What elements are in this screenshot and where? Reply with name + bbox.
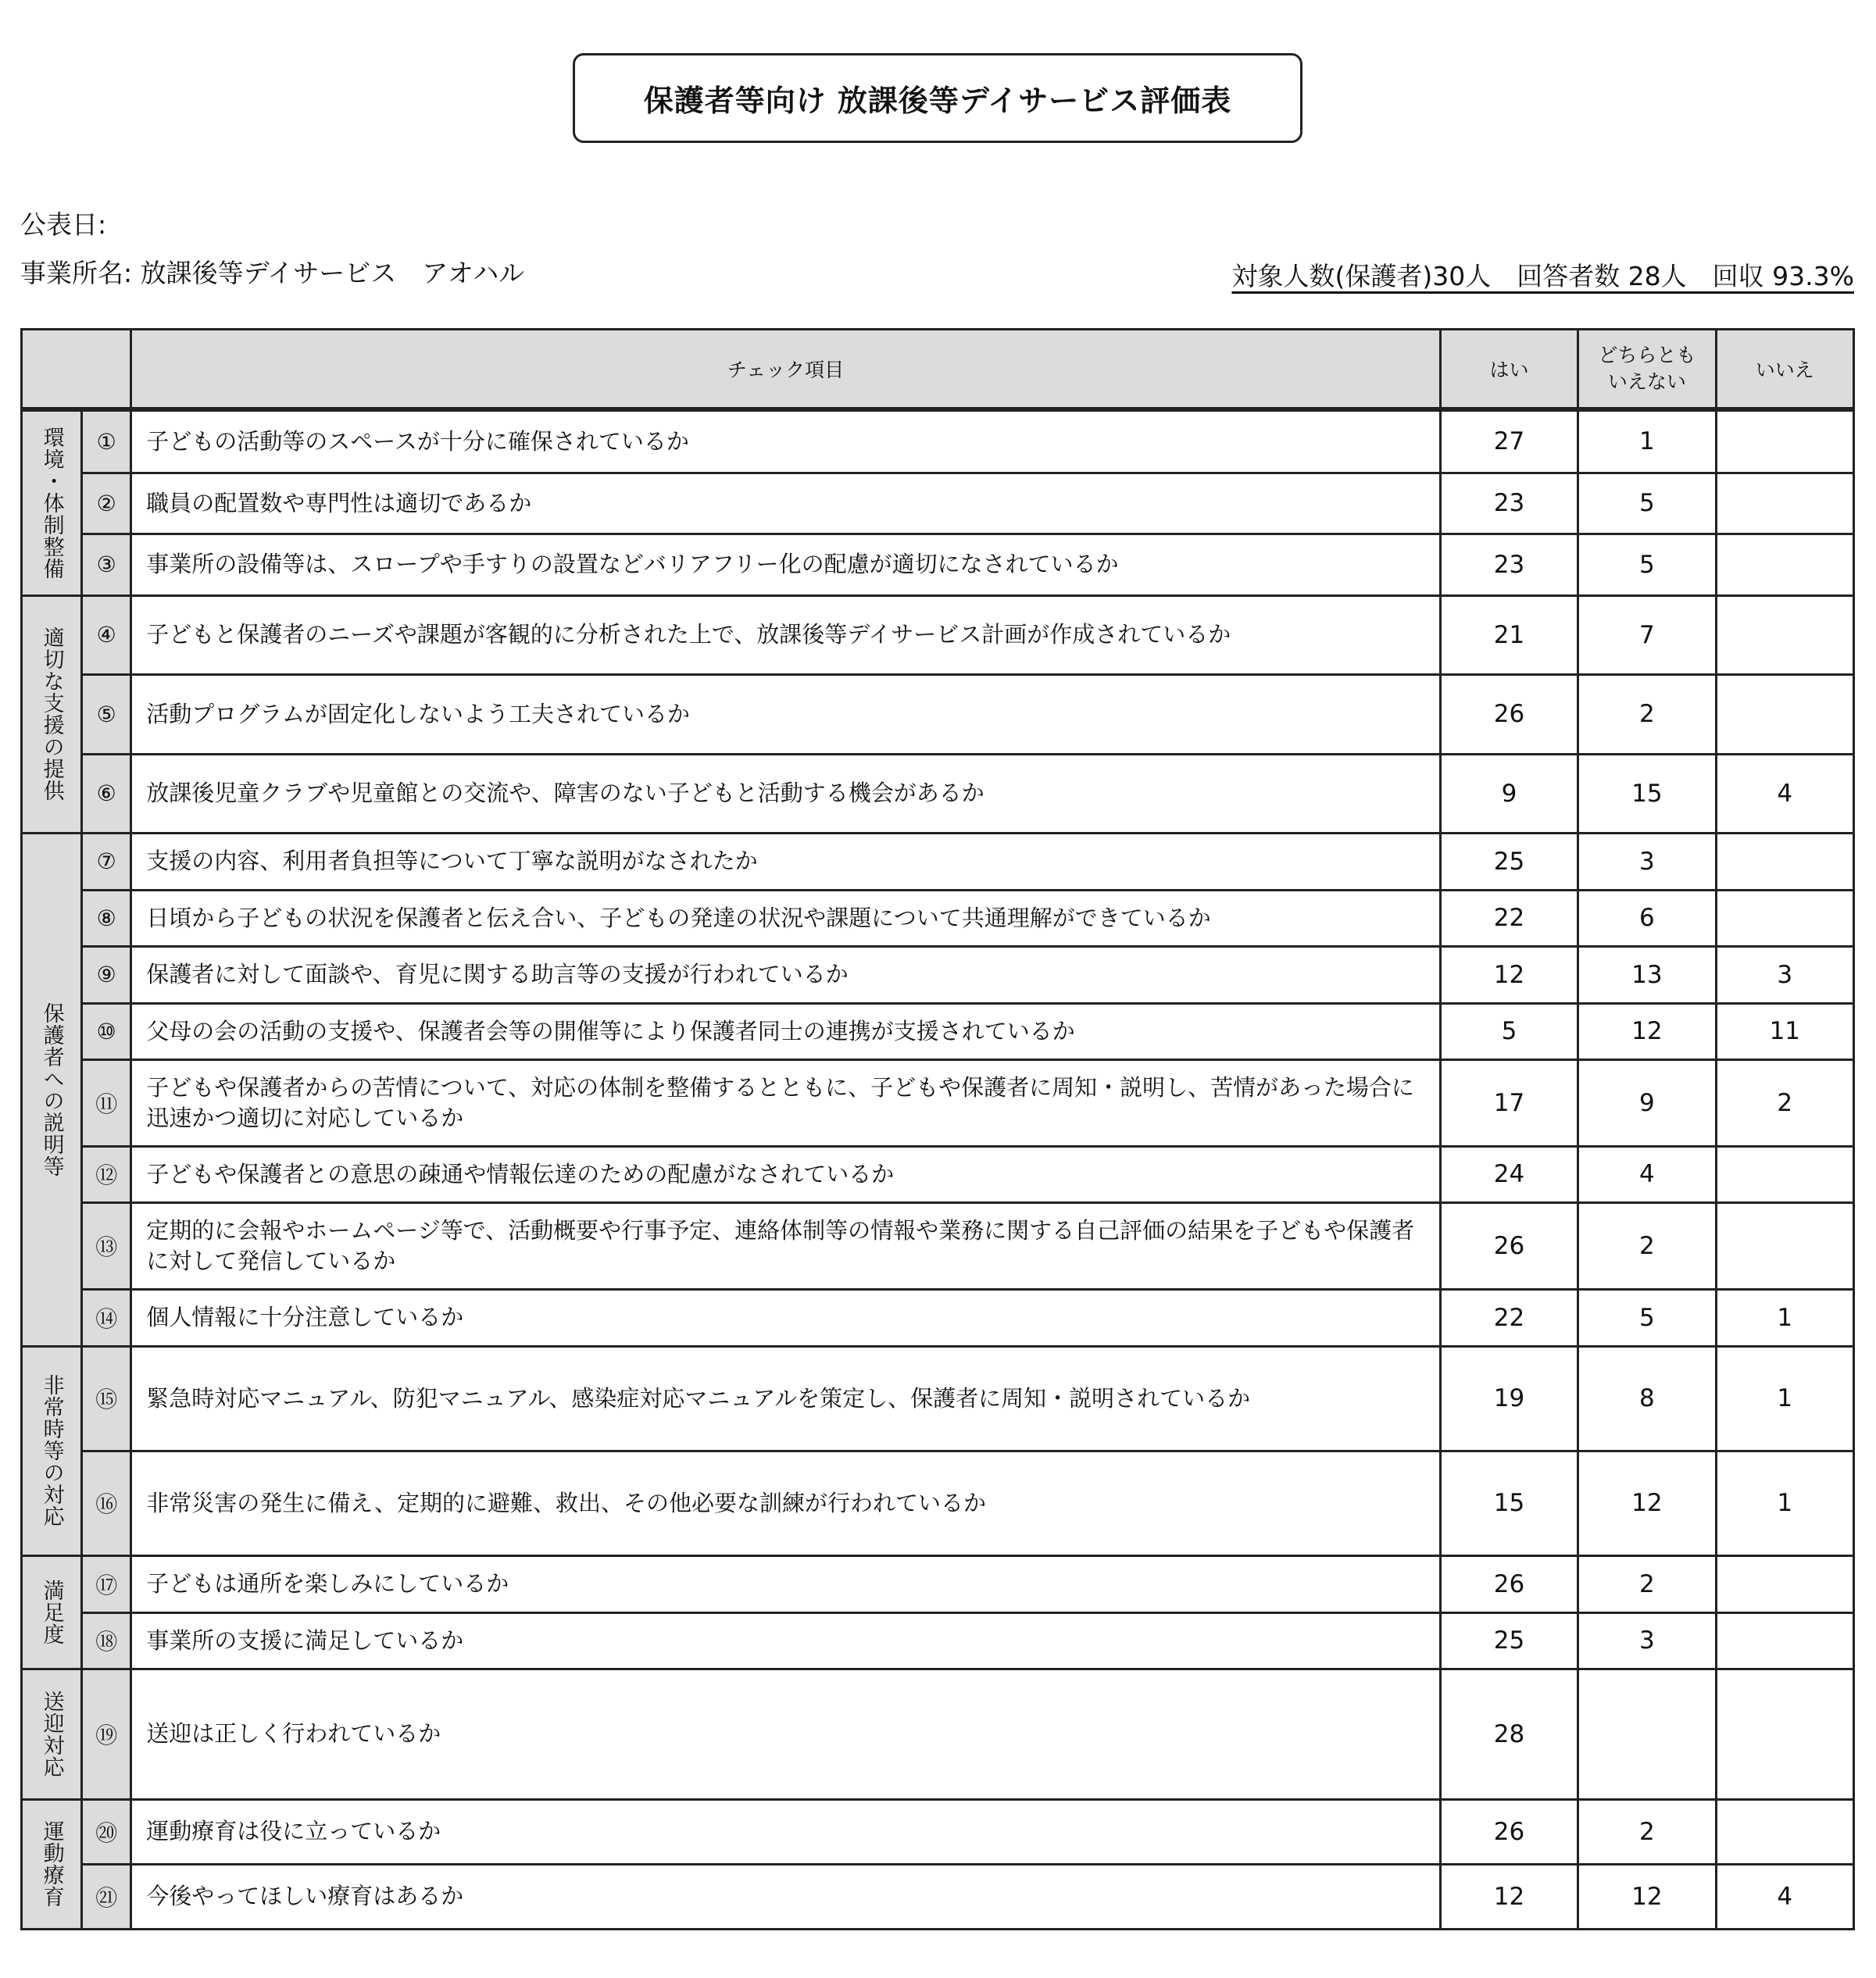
table-row bbox=[22, 1346, 1854, 1451]
row-yes-count: 15 bbox=[1440, 1451, 1578, 1555]
row-yes-count: 26 bbox=[1440, 1799, 1578, 1864]
row-check-item: 子どもや保護者からの苦情について、対応の体制を整備するとともに、子どもや保護者に周知・説明し、苦情があった場合に迅速かつ適切に対応しているか bbox=[131, 1059, 1441, 1146]
row-yes-count: 24 bbox=[1440, 1146, 1578, 1202]
category-explanation: 保護者への説明等 bbox=[22, 833, 82, 1346]
row-neutral-count: 3 bbox=[1578, 833, 1716, 890]
row-check-item: 支援の内容、利用者負担等について丁寧な説明がなされたか bbox=[131, 833, 1441, 890]
row-neutral-count: 12 bbox=[1578, 1003, 1716, 1059]
row-check-item: 今後やってほしい療育はあるか bbox=[131, 1864, 1441, 1929]
table-row bbox=[22, 1003, 1854, 1059]
header-neutral bbox=[1578, 330, 1716, 410]
row-no-count bbox=[1716, 1146, 1853, 1202]
table-row bbox=[22, 1799, 1854, 1864]
header-check-item: チェック項目 bbox=[131, 330, 1441, 410]
row-number: ⑯ bbox=[82, 1451, 131, 1555]
row-check-item: 運動療育は役に立っているか bbox=[131, 1799, 1441, 1864]
row-no-count bbox=[1716, 1799, 1853, 1864]
table-row bbox=[22, 409, 1854, 473]
row-number: ⑭ bbox=[82, 1289, 131, 1346]
row-neutral-count: 9 bbox=[1578, 1059, 1716, 1146]
row-check-item: 緊急時対応マニュアル、防犯マニュアル、感染症対応マニュアルを策定し、保護者に周知・説明されているか bbox=[131, 1346, 1441, 1451]
row-neutral-count: 5 bbox=[1578, 534, 1716, 595]
row-no-count: 11 bbox=[1716, 1003, 1853, 1059]
table-row bbox=[22, 534, 1854, 595]
row-no-count bbox=[1716, 833, 1853, 890]
row-yes-count: 26 bbox=[1440, 1202, 1578, 1289]
table-row bbox=[22, 890, 1854, 946]
header-neutral-line2: いえない bbox=[1607, 370, 1686, 393]
row-neutral-count: 13 bbox=[1578, 946, 1716, 1003]
table-row bbox=[22, 1669, 1854, 1799]
row-number: ⑨ bbox=[82, 946, 131, 1003]
row-yes-count: 25 bbox=[1440, 1612, 1578, 1669]
row-number: ⑳ bbox=[82, 1799, 131, 1864]
row-yes-count: 26 bbox=[1440, 674, 1578, 754]
row-check-item: 職員の配置数や専門性は適切であるか bbox=[131, 473, 1441, 534]
table-row bbox=[22, 754, 1854, 833]
row-number: ① bbox=[82, 409, 131, 473]
table-row bbox=[22, 833, 1854, 890]
table-header-row bbox=[22, 330, 1854, 410]
row-neutral-count: 3 bbox=[1578, 1612, 1716, 1669]
row-neutral-count: 5 bbox=[1578, 473, 1716, 534]
row-neutral-count: 8 bbox=[1578, 1346, 1716, 1451]
row-yes-count: 27 bbox=[1440, 409, 1578, 473]
row-no-count: 1 bbox=[1716, 1289, 1853, 1346]
row-neutral-count: 1 bbox=[1578, 409, 1716, 473]
row-number: ⑧ bbox=[82, 890, 131, 946]
table-row bbox=[22, 1451, 1854, 1555]
row-check-item: 子どもや保護者との意思の疎通や情報伝達のための配慮がなされているか bbox=[131, 1146, 1441, 1202]
table-row bbox=[22, 1289, 1854, 1346]
row-yes-count: 28 bbox=[1440, 1669, 1578, 1799]
row-neutral-count: 5 bbox=[1578, 1289, 1716, 1346]
table-row bbox=[22, 595, 1854, 674]
row-yes-count: 9 bbox=[1440, 754, 1578, 833]
row-yes-count: 25 bbox=[1440, 833, 1578, 890]
row-check-item: 日頃から子どもの状況を保護者と伝え合い、子どもの発達の状況や課題について共通理解ができているか bbox=[131, 890, 1441, 946]
row-number: ⑬ bbox=[82, 1202, 131, 1289]
row-no-count bbox=[1716, 595, 1853, 674]
row-yes-count: 17 bbox=[1440, 1059, 1578, 1146]
row-no-count: 1 bbox=[1716, 1346, 1853, 1451]
row-number: ㉑ bbox=[82, 1864, 131, 1929]
row-number: ④ bbox=[82, 595, 131, 674]
row-no-count bbox=[1716, 890, 1853, 946]
evaluation-table bbox=[20, 328, 1855, 1930]
row-neutral-count: 6 bbox=[1578, 890, 1716, 946]
row-no-count bbox=[1716, 1555, 1853, 1612]
row-number: ③ bbox=[82, 534, 131, 595]
row-check-item: 事業所の支援に満足しているか bbox=[131, 1612, 1441, 1669]
table-row bbox=[22, 473, 1854, 534]
page-title: 保護者等向け 放課後等デイサービス評価表 bbox=[573, 53, 1302, 143]
publication-date-label: 公表日: bbox=[20, 209, 107, 240]
header-yes: はい bbox=[1440, 330, 1578, 410]
row-number: ⑮ bbox=[82, 1346, 131, 1451]
row-neutral-count: 4 bbox=[1578, 1146, 1716, 1202]
row-check-item: 子どもの活動等のスペースが十分に確保されているか bbox=[131, 409, 1441, 473]
row-no-count bbox=[1716, 1612, 1853, 1669]
row-neutral-count: 7 bbox=[1578, 595, 1716, 674]
category-environment: 環境・体制整備 bbox=[22, 409, 82, 595]
row-number: ⑥ bbox=[82, 754, 131, 833]
row-check-item: 子どもと保護者のニーズや課題が客観的に分析された上で、放課後等デイサービス計画が作成されているか bbox=[131, 595, 1441, 674]
row-yes-count: 12 bbox=[1440, 946, 1578, 1003]
row-number: ② bbox=[82, 473, 131, 534]
table-row bbox=[22, 674, 1854, 754]
row-check-item: 非常災害の発生に備え、定期的に避難、救出、その他必要な訓練が行われているか bbox=[131, 1451, 1441, 1555]
header-neutral-line1: どちらとも bbox=[1598, 344, 1696, 366]
category-emergency: 非常時等の対応 bbox=[22, 1346, 82, 1555]
table-row bbox=[22, 946, 1854, 1003]
row-no-count bbox=[1716, 1669, 1853, 1799]
row-number: ⑲ bbox=[82, 1669, 131, 1799]
row-yes-count: 22 bbox=[1440, 1289, 1578, 1346]
row-check-item: 事業所の設備等は、スロープや手すりの設置などバリアフリー化の配慮が適切になされているか bbox=[131, 534, 1441, 595]
category-support: 適切な支援の提供 bbox=[22, 595, 82, 833]
row-number: ⑤ bbox=[82, 674, 131, 754]
category-exercise: 運動療育 bbox=[22, 1799, 82, 1929]
row-neutral-count: 2 bbox=[1578, 674, 1716, 754]
row-yes-count: 22 bbox=[1440, 890, 1578, 946]
header-blank-cell bbox=[22, 330, 131, 410]
row-neutral-count: 15 bbox=[1578, 754, 1716, 833]
row-yes-count: 19 bbox=[1440, 1346, 1578, 1451]
row-check-item: 個人情報に十分注意しているか bbox=[131, 1289, 1441, 1346]
table-row bbox=[22, 1864, 1854, 1929]
office-name: 事業所名: 放課後等デイサービス アオハル bbox=[20, 258, 525, 288]
row-check-item: 活動プログラムが固定化しないよう工夫されているか bbox=[131, 674, 1441, 754]
row-check-item: 放課後児童クラブや児童館との交流や、障害のない子どもと活動する機会があるか bbox=[131, 754, 1441, 833]
table-row bbox=[22, 1612, 1854, 1669]
row-neutral-count: 2 bbox=[1578, 1555, 1716, 1612]
row-neutral-count: 12 bbox=[1578, 1864, 1716, 1929]
category-satisfaction: 満足度 bbox=[22, 1555, 82, 1669]
row-check-item: 保護者に対して面談や、育児に関する助言等の支援が行われているか bbox=[131, 946, 1441, 1003]
row-yes-count: 21 bbox=[1440, 595, 1578, 674]
row-no-count: 1 bbox=[1716, 1451, 1853, 1555]
row-number: ⑫ bbox=[82, 1146, 131, 1202]
row-no-count bbox=[1716, 409, 1853, 473]
row-check-item: 父母の会の活動の支援や、保護者会等の開催等により保護者同士の連携が支援されているか bbox=[131, 1003, 1441, 1059]
row-no-count: 4 bbox=[1716, 754, 1853, 833]
row-check-item: 定期的に会報やホームページ等で、活動概要や行事予定、連絡体制等の情報や業務に関する自己評価の結果を子どもや保護者に対して発信しているか bbox=[131, 1202, 1441, 1289]
row-neutral-count: 2 bbox=[1578, 1202, 1716, 1289]
response-stats: 対象人数(保護者)30人 回答者数 28人 回収 93.3% bbox=[1231, 261, 1854, 291]
row-check-item: 送迎は正しく行われているか bbox=[131, 1669, 1441, 1799]
row-number: ⑩ bbox=[82, 1003, 131, 1059]
table-row bbox=[22, 1146, 1854, 1202]
header-no: いいえ bbox=[1716, 330, 1853, 410]
row-neutral-count bbox=[1578, 1669, 1716, 1799]
table-row bbox=[22, 1202, 1854, 1289]
row-number: ⑱ bbox=[82, 1612, 131, 1669]
row-no-count bbox=[1716, 534, 1853, 595]
row-no-count: 4 bbox=[1716, 1864, 1853, 1929]
table-row bbox=[22, 1059, 1854, 1146]
row-neutral-count: 2 bbox=[1578, 1799, 1716, 1864]
row-no-count: 2 bbox=[1716, 1059, 1853, 1146]
row-yes-count: 5 bbox=[1440, 1003, 1578, 1059]
row-yes-count: 12 bbox=[1440, 1864, 1578, 1929]
row-no-count bbox=[1716, 473, 1853, 534]
row-no-count bbox=[1716, 674, 1853, 754]
table-row bbox=[22, 1555, 1854, 1612]
row-number: ⑰ bbox=[82, 1555, 131, 1612]
row-number: ⑦ bbox=[82, 833, 131, 890]
row-no-count: 3 bbox=[1716, 946, 1853, 1003]
row-number: ⑪ bbox=[82, 1059, 131, 1146]
row-yes-count: 23 bbox=[1440, 473, 1578, 534]
row-yes-count: 23 bbox=[1440, 534, 1578, 595]
row-no-count bbox=[1716, 1202, 1853, 1289]
row-neutral-count: 12 bbox=[1578, 1451, 1716, 1555]
row-yes-count: 26 bbox=[1440, 1555, 1578, 1612]
category-transport: 送迎対応 bbox=[22, 1669, 82, 1799]
row-check-item: 子どもは通所を楽しみにしているか bbox=[131, 1555, 1441, 1612]
